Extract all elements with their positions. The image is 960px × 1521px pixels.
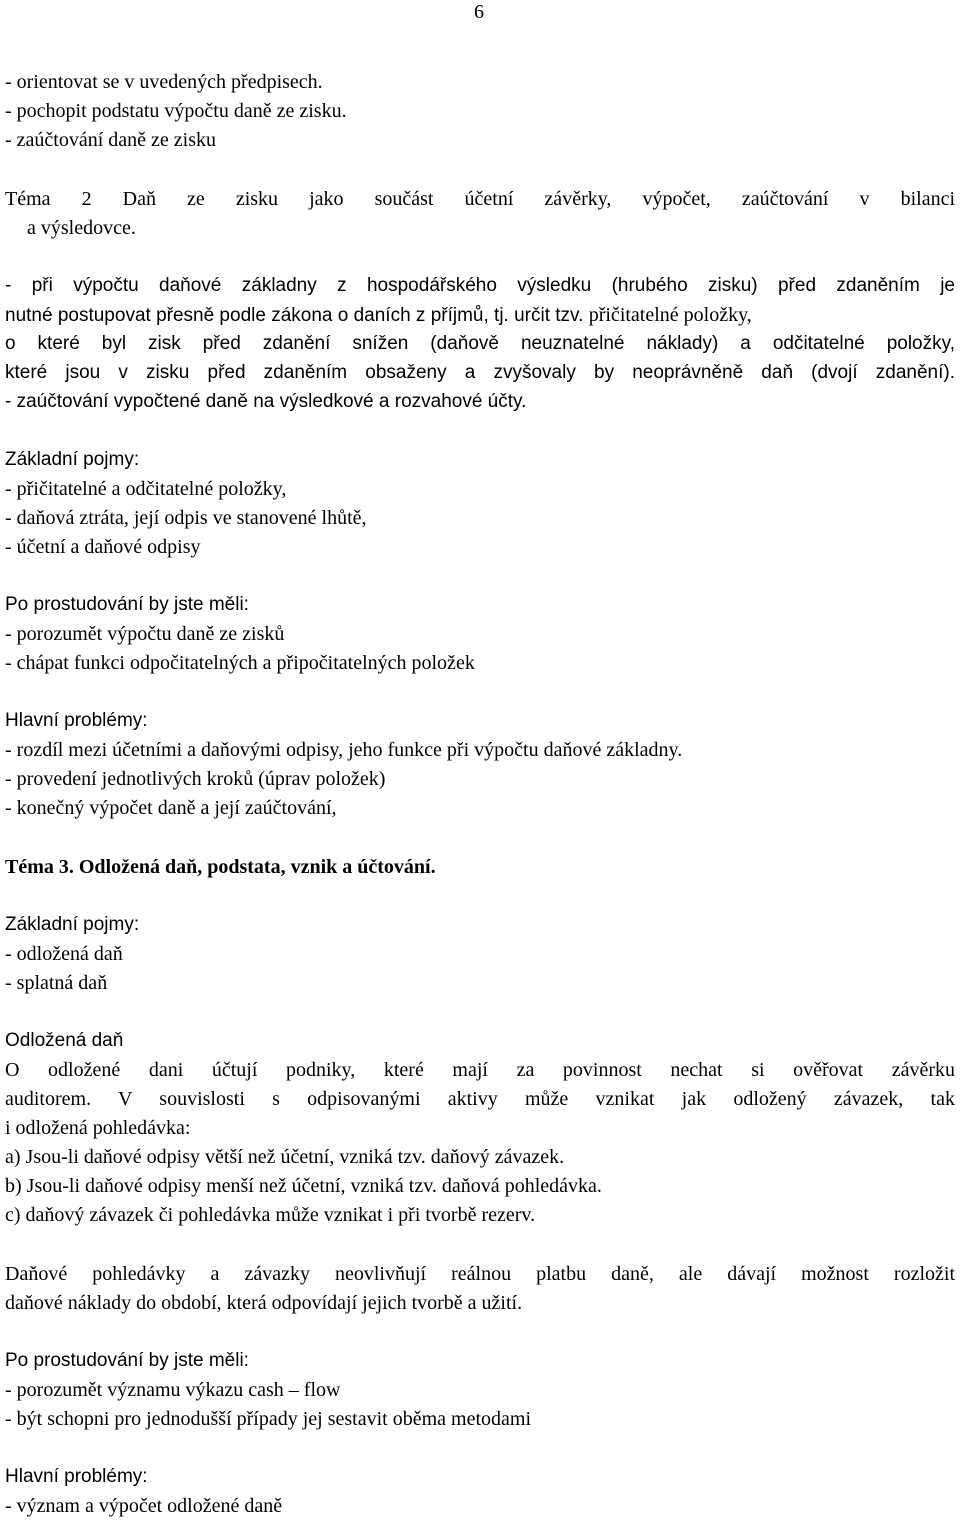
section-heading: Odložená daň — [5, 1030, 124, 1051]
text-line: o které byl zisk před zdanění snížen (daňově neuznatelné náklady) a odčitatelné položky, — [5, 333, 955, 354]
text-line: auditorem. V souvislosti s odpisovanými aktivy může vznikat jak odložený závazek, tak — [5, 1088, 955, 1110]
text-line: které jsou v zisku před zdaněním obsaženy a zvyšovaly by neoprávněně daň (dvojí zdanění). — [5, 362, 955, 383]
text-line: - zaúčtování daně ze zisku — [5, 129, 217, 151]
text-span: nutné postupovat přesně podle zákona o daních z příjmů, tj. určit tzv. — [5, 305, 584, 326]
list-item: - význam a výpočet odložené daně — [5, 1495, 283, 1517]
section-heading: Po prostudování by jste měli: — [5, 1350, 249, 1371]
list-item: - splatná daň — [5, 972, 108, 994]
section-heading: Po prostudování by jste měli: — [5, 594, 249, 615]
section-heading: Hlavní problémy: — [5, 710, 148, 731]
topic-3-heading: Téma 3. Odložená daň, podstata, vznik a účtování. — [5, 856, 436, 878]
list-item: - být schopni pro jednodušší případy jej sestavit oběma metodami — [5, 1408, 532, 1430]
list-item: - provedení jednotlivých kroků (úprav položek) — [5, 768, 386, 790]
list-item: - odložená daň — [5, 943, 123, 965]
list-item: - přičitatelné a odčitatelné položky, — [5, 478, 287, 500]
text-line — [5, 302, 955, 329]
text-line: Daňové pohledávky a závazky neovlivňují reálnou platbu daně, ale dávají možnost rozložit — [5, 1263, 955, 1285]
text-line: - zaúčtování vypočtené daně na výsledkové a rozvahové účty. — [5, 391, 527, 412]
topic-2-heading-cont: a výsledovce. — [27, 217, 136, 239]
text-line: - pochopit podstatu výpočtu daně ze zisku. — [5, 100, 347, 122]
section-heading: Hlavní problémy: — [5, 1466, 148, 1487]
list-item: - porozumět významu výkazu cash – flow — [5, 1379, 341, 1401]
list-item: c) daňový závazek či pohledávka může vznikat i při tvorbě rezerv. — [5, 1204, 536, 1226]
list-item: - daňová ztráta, její odpis ve stanovené lhůtě, — [5, 507, 367, 529]
text-line: i odložená pohledávka: — [5, 1117, 191, 1139]
list-item: b) Jsou-li daňové odpisy menší než účetní, vzniká tzv. daňová pohledávka. — [5, 1175, 602, 1197]
list-item: - konečný výpočet daně a její zaúčtování, — [5, 797, 337, 819]
list-item: - účetní a daňové odpisy — [5, 536, 201, 558]
section-heading: Základní pojmy: — [5, 914, 140, 935]
page-number: 6 — [474, 1, 484, 23]
text-span: přičitatelné položky, — [588, 304, 752, 326]
topic-2-heading: Téma 2 Daň ze zisku jako součást účetní závěrky, výpočet, zaúčtování v bilanci — [5, 188, 955, 210]
text-line: daňové náklady do období, která odpovídají jejich tvorbě a užití. — [5, 1292, 523, 1314]
list-item: a) Jsou-li daňové odpisy větší než účetní, vzniká tzv. daňový závazek. — [5, 1146, 565, 1168]
list-item: - porozumět výpočtu daně ze zisků — [5, 623, 285, 645]
list-item: - chápat funkci odpočitatelných a připočitatelných položek — [5, 652, 475, 674]
section-heading: Základní pojmy: — [5, 449, 140, 470]
text-line: - orientovat se v uvedených předpisech. — [5, 71, 323, 93]
text-line: O odložené dani účtují podniky, které mají za povinnost nechat si ověřovat závěrku — [5, 1059, 955, 1081]
text-line: - při výpočtu daňové základny z hospodářského výsledku (hrubého zisku) před zdaněním je — [5, 275, 955, 296]
list-item: - rozdíl mezi účetními a daňovými odpisy, jeho funkce při výpočtu daňové základny. — [5, 739, 683, 761]
